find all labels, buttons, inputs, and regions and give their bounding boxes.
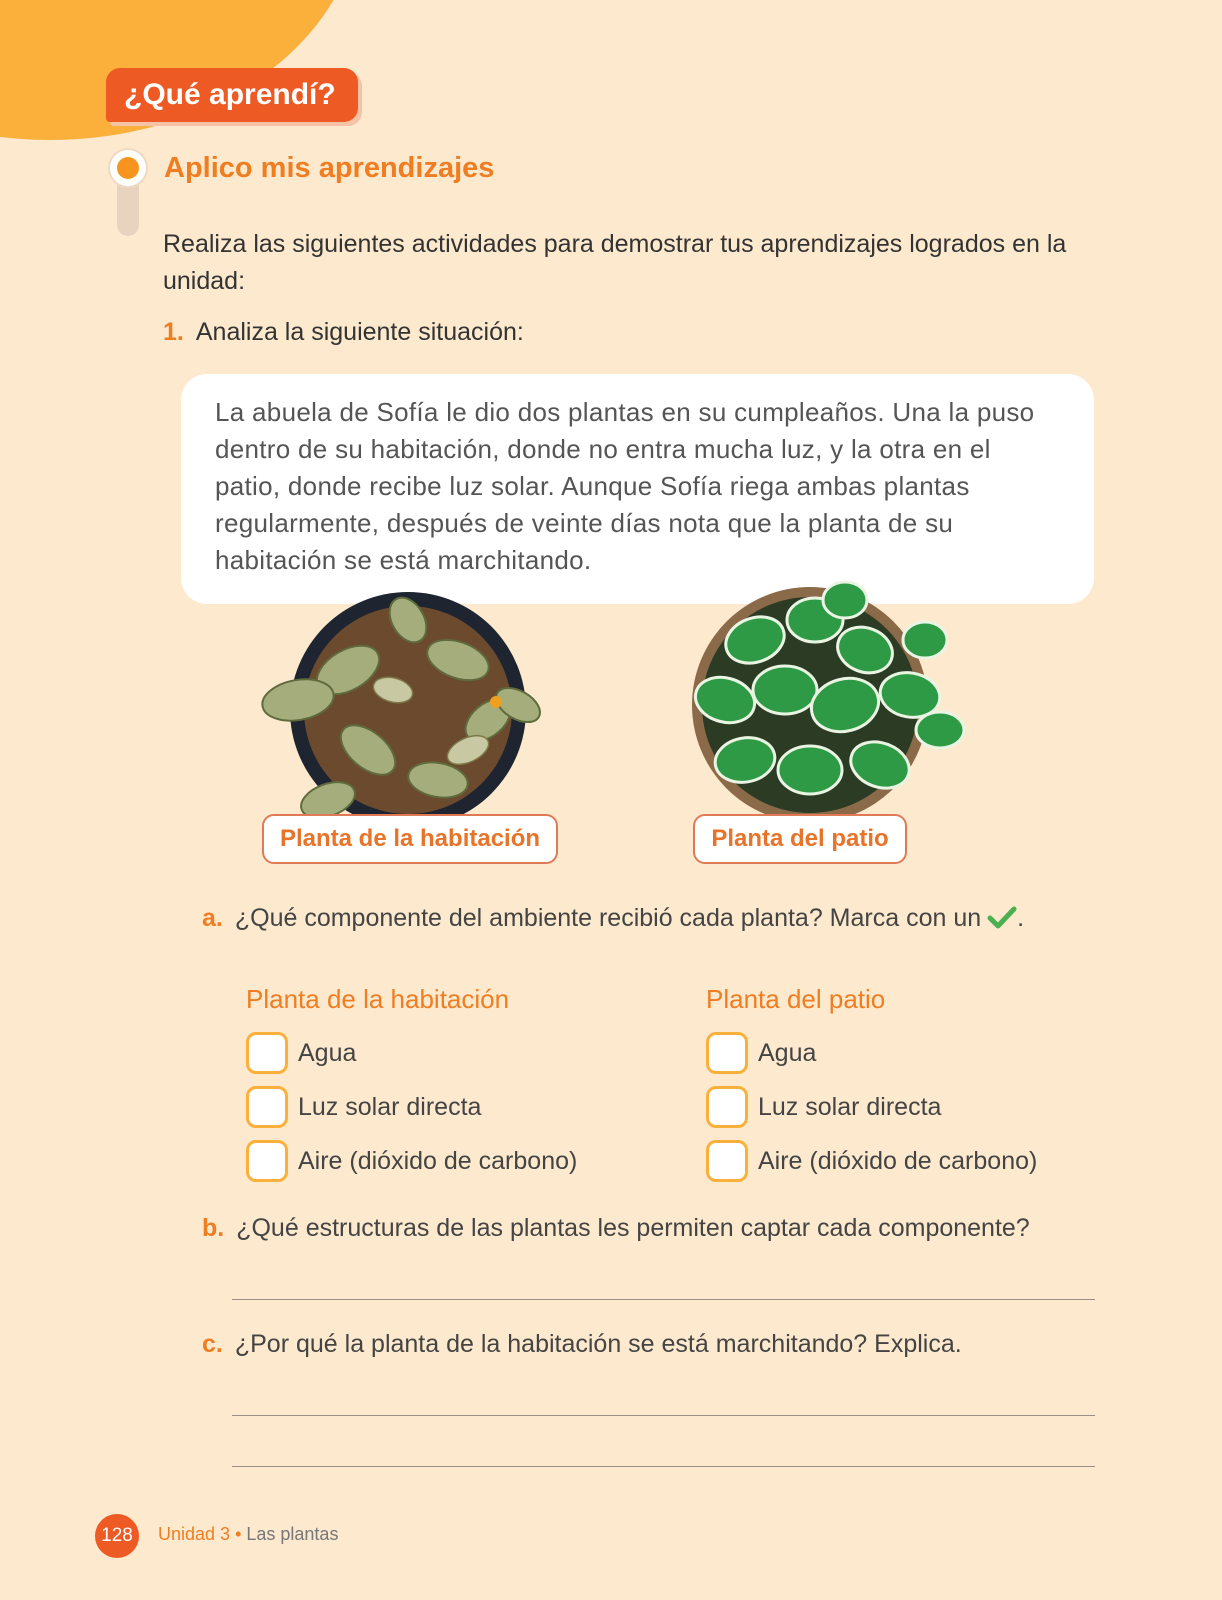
question-b-text: ¿Qué estructuras de las plantas les permiten captar cada componente? [236,1214,1030,1242]
footer-unit [158,1524,338,1545]
question-number: 1. [163,318,184,346]
patio-option-sunlight [706,1087,941,1127]
section-tag: ¿Qué aprendí? [106,68,358,122]
question-letter: b. [202,1214,225,1242]
lightbulb-icon [110,150,146,238]
question-letter: c. [202,1330,223,1358]
option-label: Aire (dióxido de carbono) [298,1146,578,1175]
question-c [202,1330,962,1359]
intro-text: Realiza las siguientes actividades para demostrar tus aprendizajes logrados en la unidad: [163,230,1067,295]
question-a [202,904,1024,937]
room-air-checkbox[interactable] [246,1140,288,1182]
option-label: Agua [758,1038,817,1067]
section-subtitle: Aplico mis aprendizajes [164,152,495,184]
room-option-air [246,1141,577,1181]
option-label: Luz solar directa [298,1092,482,1121]
separator: • [230,1524,247,1544]
option-label: Aire (dióxido de carbono) [758,1146,1038,1175]
healthy-plant-image [685,580,975,820]
topic-label: Las plantas [246,1524,339,1544]
room-option-water [246,1033,356,1073]
question-1 [163,318,524,347]
situation-box: La abuela de Sofía le dio dos plantas en su cumpleaños. Una la puso dentro de su habitación, donde no entra mucha luz, y la otra en el patio, donde recibe luz solar. Aunque Sofía riega ambas plantas regularmente, después de veinte días nota que la planta de su habitación se está marchitando. [181,374,1094,604]
patio-plant-label: Planta del patio [693,814,907,864]
answer-line-b[interactable] [232,1299,1095,1300]
unit-label: Unidad 3 [158,1524,231,1544]
patio-air-checkbox[interactable] [706,1140,748,1182]
option-label: Agua [298,1038,357,1067]
answer-line-c2[interactable] [232,1466,1095,1467]
room-option-sunlight [246,1087,481,1127]
room-sunlight-checkbox[interactable] [246,1086,288,1128]
column-heading-room: Planta de la habitación [246,984,510,1014]
option-label: Luz solar directa [758,1092,942,1121]
patio-option-water [706,1033,816,1073]
room-plant-label: Planta de la habitación [262,814,558,864]
check-icon [987,906,1017,937]
patio-water-checkbox[interactable] [706,1032,748,1074]
question-letter: a. [202,904,223,932]
column-heading-patio: Planta del patio [706,984,886,1014]
room-water-checkbox[interactable] [246,1032,288,1074]
wilted-plant-image [258,590,558,830]
question-a-text: ¿Qué componente del ambiente recibió cada planta? Marca con un [234,904,982,932]
answer-line-c1[interactable] [232,1415,1095,1416]
patio-sunlight-checkbox[interactable] [706,1086,748,1128]
patio-option-air [706,1141,1037,1181]
question-b [202,1214,1030,1243]
page-number: 128 [95,1514,139,1558]
question-c-text: ¿Por qué la planta de la habitación se está marchitando? Explica. [234,1330,962,1358]
question-a-trailing: . [1017,904,1025,932]
question-text: Analiza la siguiente situación: [195,318,524,346]
